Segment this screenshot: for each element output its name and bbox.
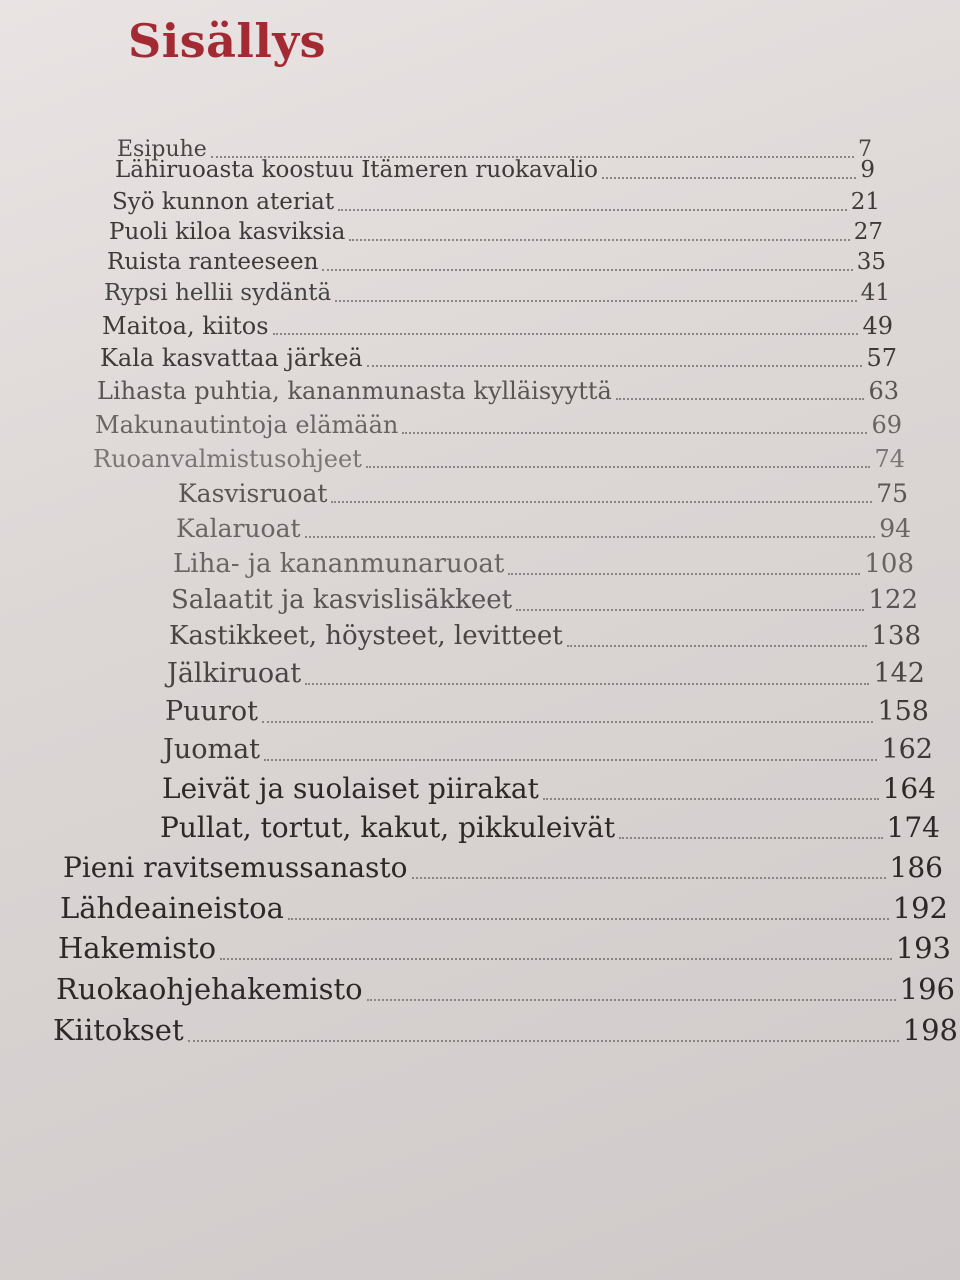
toc-entry-page: 174 [886, 811, 940, 844]
dot-leader [335, 300, 856, 302]
dot-leader [338, 209, 847, 211]
toc-entry-page: 27 [853, 219, 883, 245]
toc-entry-page: 122 [868, 585, 918, 615]
toc-entry-label: Maitoa, kiitos [102, 312, 269, 340]
dot-leader [402, 432, 867, 434]
dot-leader [516, 609, 864, 611]
dot-leader [220, 958, 892, 960]
dot-leader [273, 333, 859, 335]
toc-entry-label: Rypsi hellii sydäntä [104, 280, 332, 306]
toc-entry-label: Lihasta puhtia, kananmunasta kylläisyyttä [97, 377, 612, 405]
toc-entry-rypsi-hellii-sydanta [104, 279, 890, 308]
dot-leader [412, 877, 886, 879]
toc-entry-label: Juomat [163, 734, 261, 765]
toc-entry-page: 49 [862, 312, 893, 340]
toc-entry-label: Salaatit ja kasvislisäkkeet [171, 585, 513, 615]
toc-entry-ruoanvalmistusohjeet [93, 444, 905, 474]
dot-leader [543, 798, 879, 800]
toc-entry-page: 57 [866, 344, 897, 372]
toc-entry-label: Leivät ja suolaiset piirakat [162, 772, 539, 805]
toc-entry-page: 21 [850, 189, 880, 215]
toc-entry-label: Kasvisruoat [178, 479, 328, 508]
dot-leader [305, 536, 876, 538]
toc-entry-label: Puoli kiloa kasviksia [109, 219, 346, 245]
toc-entry-label: Esipuhe [117, 137, 207, 162]
dot-leader [288, 918, 889, 920]
toc-entry-ruista-ranteeseen [107, 248, 886, 277]
toc-entry-syo-kunnon-ateriat [112, 188, 880, 217]
toc-entry-page: 142 [873, 658, 925, 689]
toc-entry-label: Kiitokset [53, 1013, 184, 1047]
toc-entry-label: Ruoanvalmistusohjeet [93, 445, 362, 473]
dot-leader [188, 1040, 899, 1042]
dot-leader [602, 177, 856, 179]
toc-entry-makunautintoja [95, 410, 902, 440]
toc-entry-page: 138 [871, 621, 921, 651]
toc-entry-label: Kalaruoat [176, 514, 301, 543]
toc-entry-page: 69 [871, 411, 902, 439]
toc-entry-kasvisruoat [178, 478, 908, 509]
toc-entry-label: Hakemisto [58, 931, 217, 965]
dot-leader [616, 398, 865, 400]
page-title: Sisällys [128, 14, 326, 68]
toc-entry-liha-ja-kananmunaruoat [173, 548, 914, 581]
toc-entry-kiitokset [53, 1012, 958, 1048]
toc-entry-page: 164 [882, 772, 936, 805]
toc-entry-lahiruoasta [115, 156, 875, 185]
dot-leader [264, 759, 877, 761]
toc-entry-page: 63 [868, 377, 899, 405]
dot-leader [366, 466, 871, 468]
toc-entry-label: Kala kasvattaa järkeä [100, 344, 363, 372]
toc-entry-page: 158 [877, 696, 929, 727]
toc-entry-page: 9 [860, 157, 875, 183]
toc-entry-salaatit [171, 584, 918, 617]
toc-entry-page: 7 [858, 137, 872, 162]
toc-entry-page: 75 [876, 479, 908, 508]
toc-entry-puoli-kiloa-kasviksia [109, 218, 883, 247]
toc-entry-leivat [162, 771, 936, 806]
toc-entry-page: 35 [856, 249, 886, 275]
toc-entry-puurot [165, 695, 929, 729]
dot-leader [367, 365, 863, 367]
dot-leader [619, 837, 882, 839]
dot-leader [367, 999, 896, 1001]
toc-entry-kala-kasvattaa-jarkea [100, 343, 897, 373]
toc-entry-page: 198 [902, 1013, 958, 1047]
toc-entry-label: Jälkiruoat [167, 658, 302, 689]
toc-entry-page: 41 [860, 280, 890, 306]
toc-entry-ruokaohjehakemisto [56, 971, 955, 1007]
toc-entry-page: 162 [881, 734, 933, 765]
toc-entry-page: 186 [889, 851, 943, 884]
toc-entry-page: 196 [899, 972, 955, 1006]
toc-entry-label: Liha- ja kananmunaruoat [173, 549, 505, 579]
toc-entry-label: Pullat, tortut, kakut, pikkuleivät [160, 811, 616, 844]
toc-entry-page: 94 [879, 514, 911, 543]
toc-entry-kastikkeet [169, 620, 921, 653]
dot-leader [305, 683, 869, 685]
toc-entry-label: Ruista ranteeseen [107, 249, 319, 275]
toc-entry-label: Ruokaohjehakemisto [56, 972, 363, 1006]
toc-entry-label: Lähdeaineistoa [60, 891, 284, 925]
toc-entry-kalaruoat [176, 513, 911, 544]
dot-leader [508, 573, 860, 575]
dot-leader [322, 269, 852, 271]
dot-leader [349, 239, 849, 241]
toc-entry-hakemisto [58, 930, 951, 966]
dot-leader [331, 501, 872, 503]
toc-entry-page: 74 [874, 445, 905, 473]
toc-entry-pullat [160, 810, 940, 845]
toc-entry-label: Syö kunnon ateriat [112, 189, 335, 215]
toc-entry-jalkiruoat [167, 657, 925, 691]
toc-entry-label: Puurot [165, 696, 258, 727]
toc-entry-page: 193 [895, 931, 951, 965]
toc-entry-juomat [163, 733, 933, 767]
toc-entry-page: 108 [864, 549, 914, 579]
toc-entry-lihasta-puhtia [97, 376, 899, 406]
toc-entry-maitoa-kiitos [102, 311, 893, 341]
toc-entry-label: Kastikkeet, höysteet, levitteet [169, 621, 563, 651]
dot-leader [262, 721, 873, 723]
toc-entry-ravitsemussanasto [63, 850, 943, 885]
toc-entry-lahdeaineistoa [60, 890, 948, 926]
toc-entry-label: Makunautintoja elämään [95, 411, 399, 439]
toc-entry-page: 192 [892, 891, 948, 925]
dot-leader [567, 645, 868, 647]
toc-entry-label: Lähiruoasta koostuu Itämeren ruokavalio [115, 157, 598, 183]
toc-entry-label: Pieni ravitsemussanasto [63, 851, 408, 884]
